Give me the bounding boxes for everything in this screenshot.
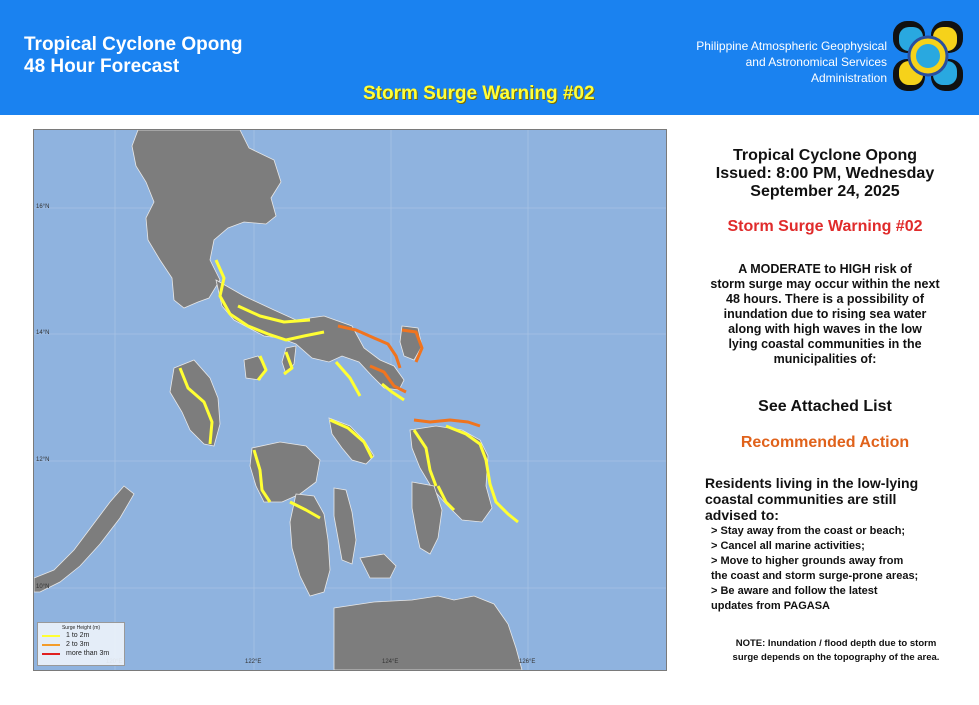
legend-item-more-than-3m: [42, 649, 124, 658]
residents-line1: Residents living in the low-lying: [705, 475, 919, 491]
philippines-map: [34, 130, 666, 670]
issued-date: September 24, 2025: [750, 183, 900, 200]
risk-line7: municipalities of:: [773, 352, 877, 366]
lat-tick-12: 12°N: [36, 457, 50, 463]
advice-item: > Cancel all marine activities;: [711, 540, 865, 552]
agency-name-line3: Administration: [810, 71, 887, 85]
lon-tick-122: 122°E: [245, 659, 262, 665]
risk-line1: A MODERATE to HIGH risk of: [738, 262, 912, 276]
agency-name-line2: and Astronomical Services: [745, 55, 887, 69]
forecast-title-line2: 48 Hour Forecast: [24, 56, 180, 77]
legend-label: more than 3m: [66, 650, 110, 657]
risk-line5: along with high waves in the low: [728, 322, 922, 336]
advice-list: [711, 524, 966, 614]
advice-item: the coast and storm surge-prone areas;: [711, 570, 919, 582]
legend-item-1-to-2m: [42, 631, 124, 640]
residents-line3: advised to:: [705, 507, 779, 523]
advice-item: > Stay away from the coast or beach;: [711, 525, 906, 537]
forecast-title: [24, 34, 243, 78]
lat-tick-14: 14°N: [36, 330, 50, 336]
lon-tick-124: 124°E: [382, 659, 399, 665]
attached-list-heading: See Attached List: [758, 398, 892, 415]
mindanao-island: [334, 596, 522, 670]
legend-swatch-orange: [42, 644, 60, 646]
legend-label: 1 to 2m: [66, 632, 90, 639]
bulletin-title: [680, 147, 970, 201]
residents-advice-intro: [705, 475, 965, 523]
residents-line2: coastal communities are still: [705, 491, 897, 507]
palawan-island: [34, 486, 134, 592]
pagasa-logo-icon: [893, 21, 963, 91]
advice-item: updates from PAGASA: [711, 600, 830, 612]
risk-line6: lying coastal communities in the: [728, 337, 922, 351]
legend-title: Surge Height (m): [61, 625, 101, 631]
warning-number: Storm Surge Warning #02: [727, 218, 923, 235]
risk-statement: [680, 262, 970, 367]
header-warning-number: Storm Surge Warning #02: [363, 83, 595, 104]
legend-item-2-to-3m: [42, 640, 124, 649]
mindoro-island: [170, 360, 220, 446]
luzon-island: [132, 130, 281, 308]
issued-line: Issued: 8:00 PM, Wednesday: [715, 165, 935, 182]
legend-swatch-yellow: [42, 635, 60, 637]
lon-tick-126: 126°E: [519, 659, 536, 665]
bulletin-title-line1: Tropical Cyclone Opong: [732, 147, 918, 164]
inundation-note: [703, 637, 969, 665]
negros-island: [290, 494, 330, 596]
recommended-action-heading: Recommended Action: [740, 434, 910, 451]
legend-label: 2 to 3m: [66, 641, 90, 648]
agency-name-line1: Philippine Atmospheric Geophysical: [696, 39, 887, 53]
advice-item: > Be aware and follow the latest: [711, 585, 878, 597]
risk-line2: storm surge may occur within the next: [710, 277, 940, 291]
risk-line4: inundation due to rising sea water: [723, 307, 927, 321]
cebu-island: [334, 488, 356, 564]
forecast-title-line1: Tropical Cyclone Opong: [24, 34, 243, 55]
agency-name: [696, 38, 887, 86]
risk-line3: 48 hours. There is a possibility of: [726, 292, 924, 306]
note-line1: NOTE: Inundation / flood depth due to storm: [735, 638, 937, 649]
note-line2: surge depends on the topography of the area.: [732, 652, 940, 663]
map-graticule: [34, 130, 666, 670]
lat-tick-10: 10°N: [36, 584, 50, 590]
header-banner: [0, 0, 979, 115]
lat-tick-16: 16°N: [36, 204, 50, 210]
storm-surge-map: [33, 129, 667, 671]
landmass: [34, 130, 522, 670]
advice-item: > Move to higher grounds away from: [711, 555, 904, 567]
surge-height-legend: [37, 622, 125, 666]
legend-swatch-red: [42, 653, 60, 655]
masbate-island: [329, 418, 374, 464]
